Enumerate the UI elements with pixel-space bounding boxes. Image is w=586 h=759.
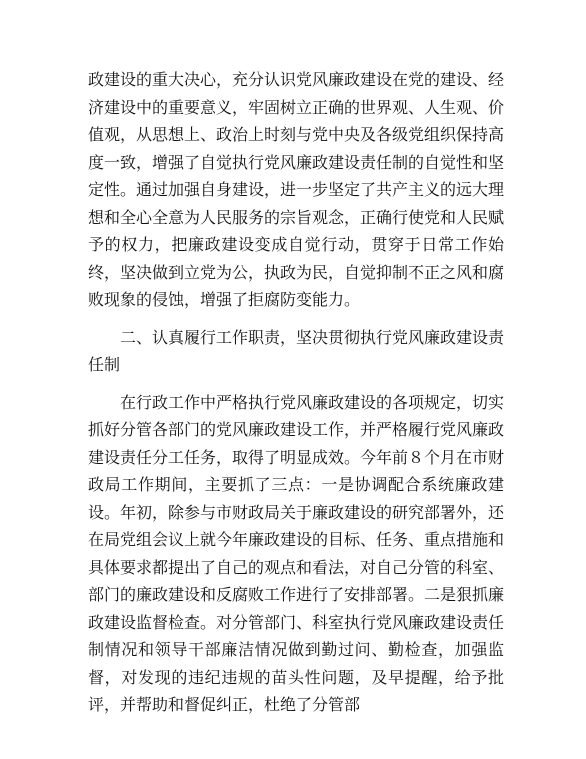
document-body bbox=[88, 66, 504, 719]
paragraph-continuation: 政建设的重大决心，充分认识党风廉政建设在党的建设、经济建设中的重要意义，牢固树立正确的世界观、人生观、价值观，从思想上、政治上时刻与党中央及各级党组织保持高度一致，增强了自觉执行党风廉政建设责任制的自觉性和坚定性。通过加强自身建设，进一步坚定了共产主义的远大理想和全心全意为人民服务的宗旨观念，正确行使党和人民赋予的权力，把廉政建设变成自觉行动，贯穿于日常工作始终，坚决做到立党为公，执政为民，自觉抑制不正之风和腐败现象的侵蚀，增强了拒腐防变能力。 bbox=[88, 70, 505, 309]
section-heading: 二、认真履行工作职责，坚决贯彻执行党风廉政建设责任制 bbox=[88, 327, 505, 374]
section-paragraph: 在行政工作中严格执行党风廉政建设的各项规定，切实抓好分管各部门的党风廉政建设工作，并严格履行党风廉政建设责任分工任务，取得了明显成效。今年前８个月在市财政局工作期间，主要抓了三点：一是协调配合系统廉政建设。年初，除参与市财政局关于廉政建设的研究部署外，还在局党组会议上就今年廉政建设的目标、任务、重点措施和具体要求都提出了自己的观点和看法，对自己分管的科室、部门的廉政建设和反腐败工作进行了安排部署。二是狠抓廉政建设监督检查。对分管部门、科室执行党风廉政建设责任制情况和领导干部廉洁情况做到勤过问、勤检查，加强监督，对发现的违纪违规的苗头性问题，及早提醒，给予批评，并帮助和督促纠正，杜绝了分管部 bbox=[88, 392, 505, 714]
